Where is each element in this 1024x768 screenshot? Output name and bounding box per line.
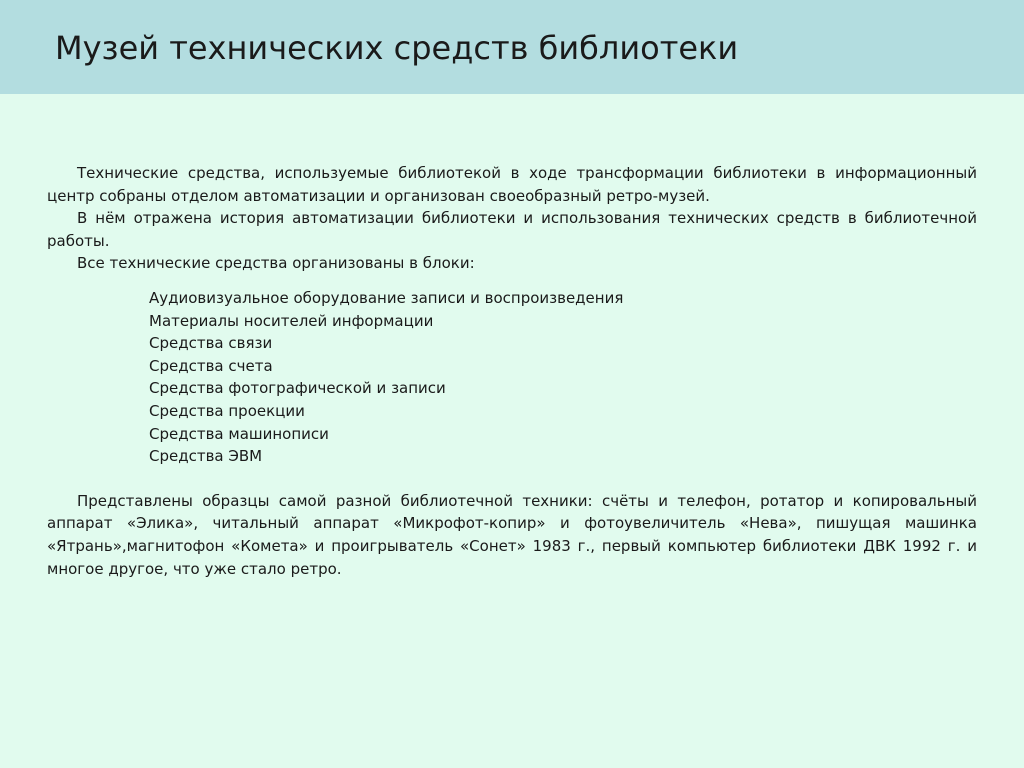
list-item: Средства фотографической и записи [149,379,446,398]
title-bar [0,0,1024,94]
intro-paragraph: Технические средства, используемые библиотекой в ходе трансформации библиотеки в информационный центр собраны отделом автоматизации и организован своеобразный ретро-музей. [47,164,977,205]
history-paragraph: В нём отражена история автоматизации библиотеки и использования технических средств в библиотечной работы. [47,209,977,250]
blocks-list [47,287,977,468]
list-item: Средства ЭВМ [149,447,263,466]
list-item: Средства проекции [149,401,305,420]
content-body [47,162,977,580]
blocks-intro-paragraph: Все технические средства организованы в блоки: [77,254,475,273]
list-item: Средства связи [149,334,273,353]
exhibits-paragraph: Представлены образцы самой разной библиотечной техники: счёты и телефон, ротатор и копировальный аппарат «Элика», читальный аппарат «Микрофот-копир» и фотоувеличитель «Нева», пишущая машинка «Ятрань»,магнитофон «Комета» и проигрыватель «Сонет» 1983 г., первый компьютер библиотеки ДВК 1992 г. и многое другое, что уже стало ретро. [47,491,977,578]
list-item: Аудиовизуальное оборудование записи и воспроизведения [149,288,624,307]
page-title: Музей технических средств библиотеки [55,29,739,67]
list-item: Средства машинописи [149,424,329,443]
list-item: Средства счета [149,356,273,375]
list-item: Материалы носителей информации [149,311,434,330]
